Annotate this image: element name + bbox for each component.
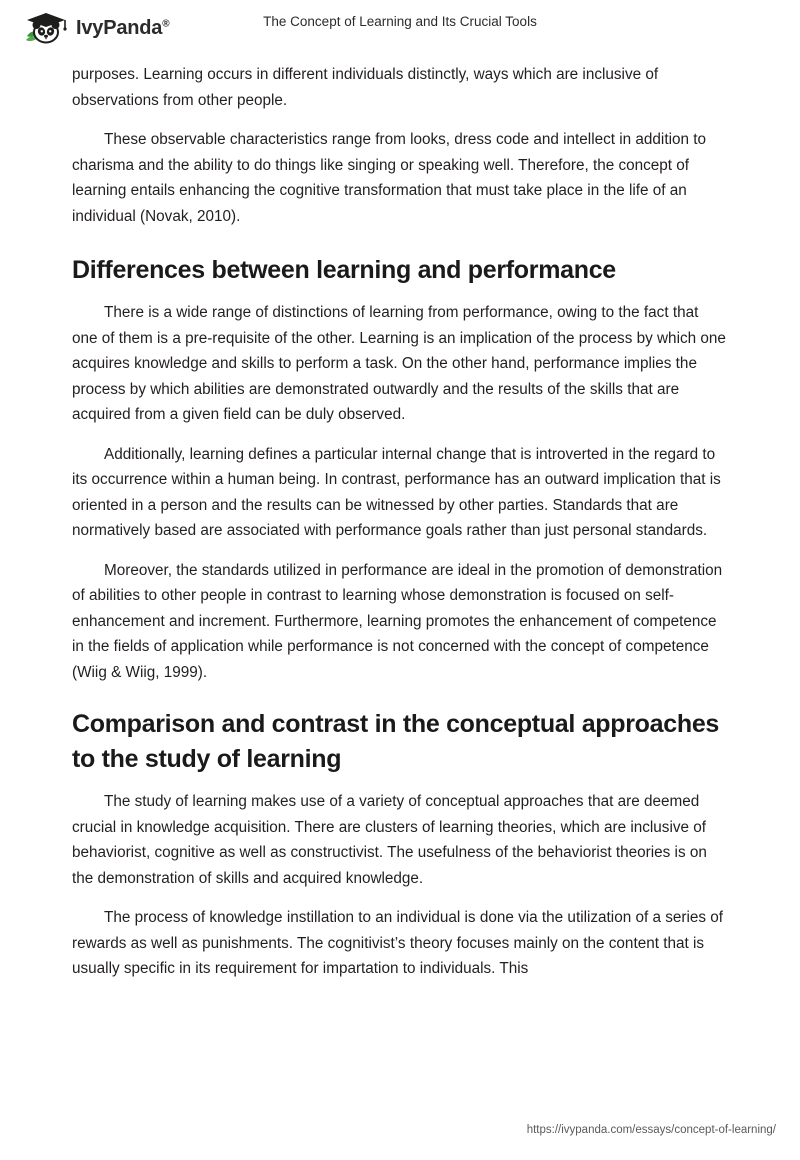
page-header [0, 0, 800, 56]
source-url-link[interactable]: https://ivypanda.com/essays/concept-of-learning/ [526, 1124, 776, 1136]
graduation-cap-panda-logo-icon [24, 9, 68, 47]
paragraph: The process of knowledge instillation to an individual is done via the utilization of a series of rewards as well as punishments. The cognitivist’s theory focuses mainly on the content that is usually specific in its requirement for impartation to individuals. This [72, 909, 724, 977]
paragraph: Moreover, the standards utilized in performance are ideal in the promotion of demonstration of abilities to other people in contrast to learning whose demonstration is focused on self-enhancement and increment. Furthermore, learning promotes the enhancement of competence in the fields of application while performance is not concerned with the concept of competence (Wiig & Wiig, 1999). [72, 561, 723, 681]
paragraph: purposes. Learning occurs in different individuals distinctly, ways which are inclusive of observations from other people. [72, 66, 659, 109]
document-body [72, 62, 728, 996]
page-footer [0, 1124, 800, 1136]
section-heading: Comparison and contrast in the conceptual approaches to the study of learning [72, 710, 720, 773]
paragraph: These observable characteristics range from looks, dress code and intellect in addition to charisma and the ability to do things like singing or speaking well. Therefore, the concept of learning entails enhancing the cognitive transformation that must take place in the life of an individual (Novak, 2010). [72, 131, 706, 225]
section-heading: Differences between learning and performance [72, 256, 616, 284]
document-title: The Concept of Learning and Its Crucial Tools [263, 14, 537, 29]
paragraph: The study of learning makes use of a variety of conceptual approaches that are deemed crucial in knowledge acquisition. There are clusters of learning theories, which are inclusive of behaviorist, cognitive as well as constructivist. The usefulness of the behaviorist theories is on the demonstration of skills and acquired knowledge. [72, 793, 707, 887]
registered-mark: ® [162, 17, 170, 29]
brand-name: IvyPanda® [76, 16, 170, 39]
paragraph: There is a wide range of distinctions of learning from performance, owing to the fact that one of them is a pre-requisite of the other. Learning is an implication of the process by which one acquires knowledge and skills to perform a task. On the other hand, performance implies the process by which abilities are demonstrated outwardly and the results of the skills that are acquired from a given field can be duly observed. [72, 304, 726, 423]
paragraph: Additionally, learning defines a particular internal change that is introverted in the regard to its occurrence within a human being. In contrast, performance has an outward implication that is oriented in a person and the results can be witnessed by other parties. Standards that are normatively based are associated with performance goals rather than just personal standards. [72, 445, 721, 539]
brand[interactable] [24, 9, 169, 47]
